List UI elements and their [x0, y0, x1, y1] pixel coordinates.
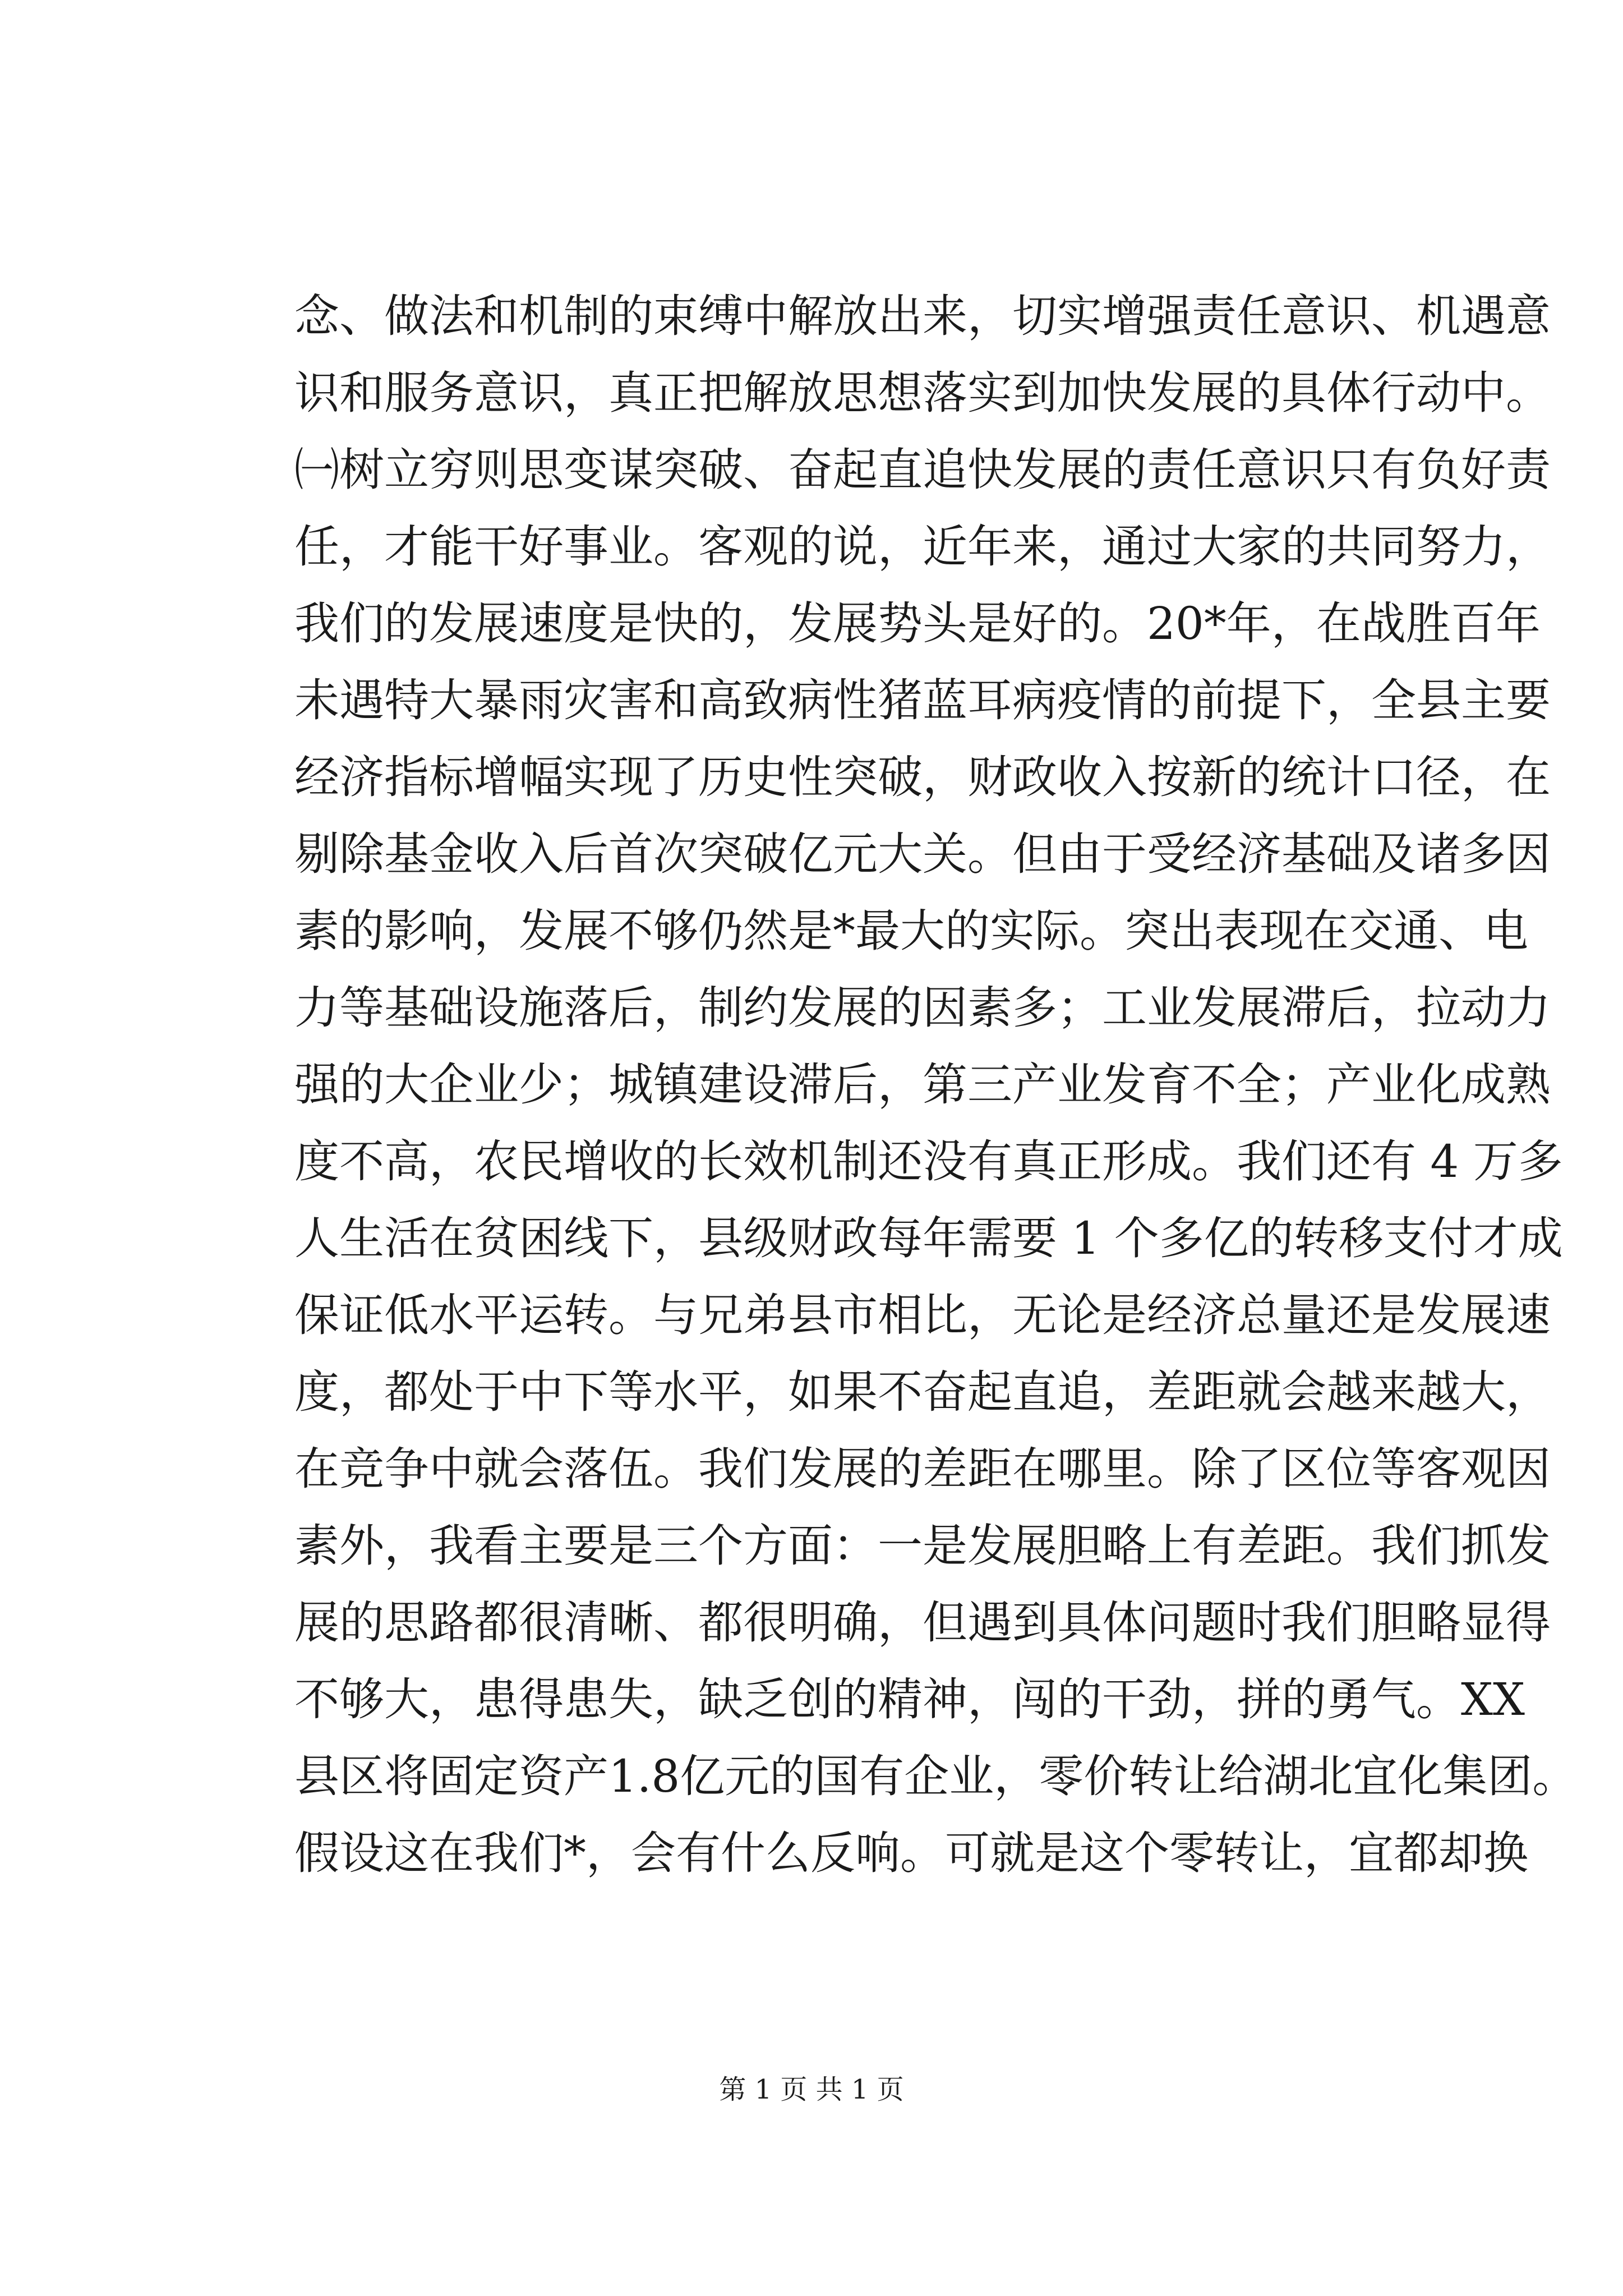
text-line: 不够大，患得患失，缺乏创的精神，闯的干劲，拼的勇气。XX	[294, 1673, 1525, 1726]
text-line: 未遇特大暴雨灾害和高致病性猪蓝耳病疫情的前提下，全县主要	[294, 674, 1551, 726]
text-line: 力等基础设施落后，制约发展的因素多；工业发展滞后，拉动力	[294, 982, 1551, 1034]
text-line: 强的大企业少；城镇建设滞后，第三产业发育不全；产业化成熟	[294, 1059, 1551, 1111]
text-line: 我们的发展速度是快的，发展势头是好的。20*年，在战胜百年	[294, 597, 1541, 650]
text-line: 人生活在贫困线下，县级财政每年需要 1 个多亿的转移支付才成	[294, 1212, 1563, 1264]
text-line: 展的思路都很清晰、都很明确，但遇到具体问题时我们胆略显得	[294, 1596, 1551, 1649]
text-line: 度，都处于中下等水平，如果不奋起直追，差距就会越来越大，	[294, 1366, 1551, 1418]
text-line: 任，才能干好事业。客观的说，近年来，通过大家的共同努力，	[294, 521, 1551, 573]
text-line: 假设这在我们*，会有什么反响。可就是这个零转让，宜都却换	[294, 1827, 1528, 1879]
text-line: 度不高，农民增收的长效机制还没有真正形成。我们还有 4 万多	[294, 1135, 1563, 1188]
text-line: ㈠树立穷则思变谋突破、奋起直追快发展的责任意识只有负好责	[294, 444, 1551, 496]
text-line: 在竞争中就会落伍。我们发展的差距在哪里。除了区位等客观因	[294, 1443, 1551, 1495]
body-text	[294, 278, 1578, 1892]
text-line: 剔除基金收入后首次突破亿元大关。但由于受经济基础及诸多因	[294, 828, 1551, 880]
page-footer	[0, 2073, 1623, 2106]
text-line: 识和服务意识，真正把解放思想落实到加快发展的具体行动中。	[294, 367, 1551, 419]
text-line: 素外，我看主要是三个方面：一是发展胆略上有差距。我们抓发	[294, 1520, 1551, 1572]
page-number-label: 第 1 页 共 1 页	[719, 2074, 904, 2105]
text-line: 保证低水平运转。与兄弟县市相比，无论是经济总量还是发展速	[294, 1289, 1551, 1341]
text-line: 经济指标增幅实现了历史性突破，财政收入按新的统计口径，在	[294, 751, 1551, 803]
text-line: 县区将固定资产1.8亿元的国有企业，零价转让给湖北宜化集团。	[294, 1750, 1578, 1802]
text-line: 素的影响，发展不够仍然是*最大的实际。突出表现在交通、电	[294, 905, 1528, 957]
text-line: 念、做法和机制的束缚中解放出来，切实增强责任意识、机遇意	[294, 290, 1551, 342]
